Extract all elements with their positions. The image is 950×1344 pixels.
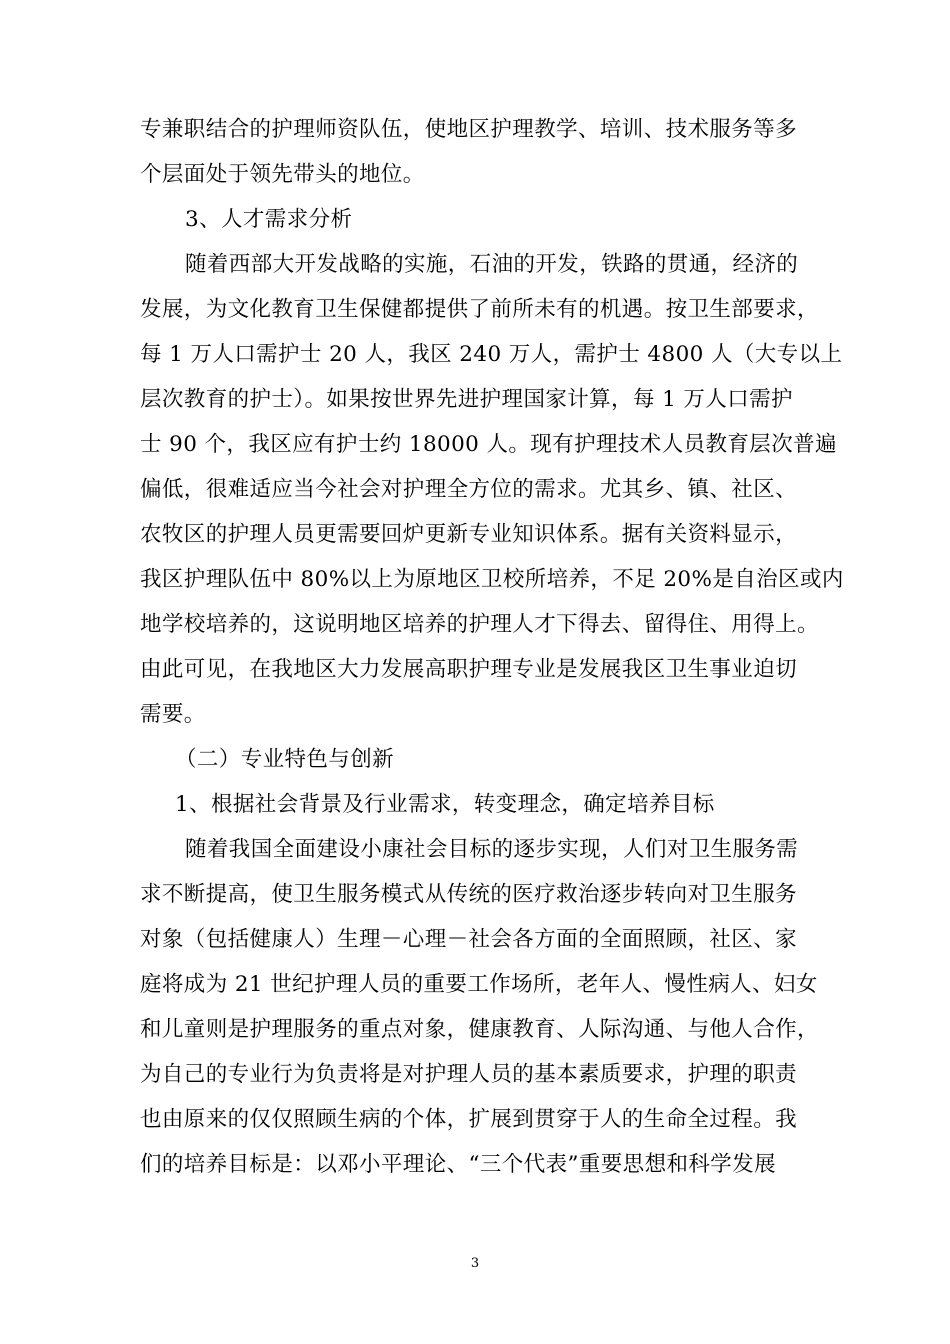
body-text-line: 农牧区的护理人员更需要回炉更新专业知识体系。据有关资料显示，: [140, 522, 798, 547]
body-text-line: 专兼职结合的护理师资队伍，使地区护理教学、培训、技术服务等多: [140, 117, 798, 142]
section-heading: （二）专业特色与创新: [175, 747, 395, 772]
body-text-line: 和儿童则是护理服务的重点对象，健康教育、人际沟通、与他人合作，: [140, 1017, 819, 1042]
body-text-line: 需要。: [140, 702, 206, 727]
body-text-line: 每 1 万人口需护士 20 人，我区 240 万人，需护士 4800 人（大专以上: [140, 342, 843, 367]
body-text-line: 发展，为文化教育卫生保健都提供了前所未有的机遇。按卫生部要求，: [140, 297, 819, 322]
body-text-line: 们的培养目标是：以邓小平理论、“三个代表”重要思想和科学发展: [140, 1152, 776, 1177]
body-text-line: 对象（包括健康人）生理－心理－社会各方面的全面照顾，社区、家: [140, 927, 798, 952]
paragraph-first-line: 随着西部大开发战略的实施，石油的开发，铁路的贯通，经济的: [185, 252, 799, 277]
section-heading: 3、人才需求分析: [185, 207, 353, 232]
paragraph-first-line: 随着我国全面建设小康社会目标的逐步实现，人们对卫生服务需: [185, 837, 799, 862]
subsection-heading: 1、根据社会背景及行业需求，转变理念，确定培养目标: [175, 792, 715, 817]
page-number: 3: [470, 1256, 480, 1271]
body-text-line: 由此可见，在我地区大力发展高职护理专业是发展我区卫生事业迫切: [140, 657, 798, 682]
body-text-line: 庭将成为 21 世纪护理人员的重要工作场所，老年人、慢性病人、妇女: [140, 972, 818, 997]
body-text-line: 我区护理队伍中 80%以上为原地区卫校所培养，不足 20%是自治区或内: [140, 567, 844, 592]
body-text-line: 士 90 个，我区应有护士约 18000 人。现有护理技术人员教育层次普遍: [140, 432, 837, 457]
body-text-line: 偏低，很难适应当今社会对护理全方位的需求。尤其乡、镇、社区、: [140, 477, 798, 502]
body-text-line: 地学校培养的，这说明地区培养的护理人才下得去、留得住、用得上。: [140, 612, 819, 637]
body-text-line: 求不断提高，使卫生服务模式从传统的医疗救治逐步转向对卫生服务: [140, 882, 798, 907]
body-text-line: 为自己的专业行为负责将是对护理人员的基本素质要求，护理的职责: [140, 1062, 798, 1087]
body-text-line: 层次教育的护士）。如果按世界先进护理国家计算，每 1 万人口需护: [140, 387, 793, 412]
body-text-line: 也由原来的仅仅照顾生病的个体，扩展到贯穿于人的生命全过程。我: [140, 1107, 798, 1132]
body-text-line: 个层面处于领先带头的地位。: [140, 162, 425, 187]
